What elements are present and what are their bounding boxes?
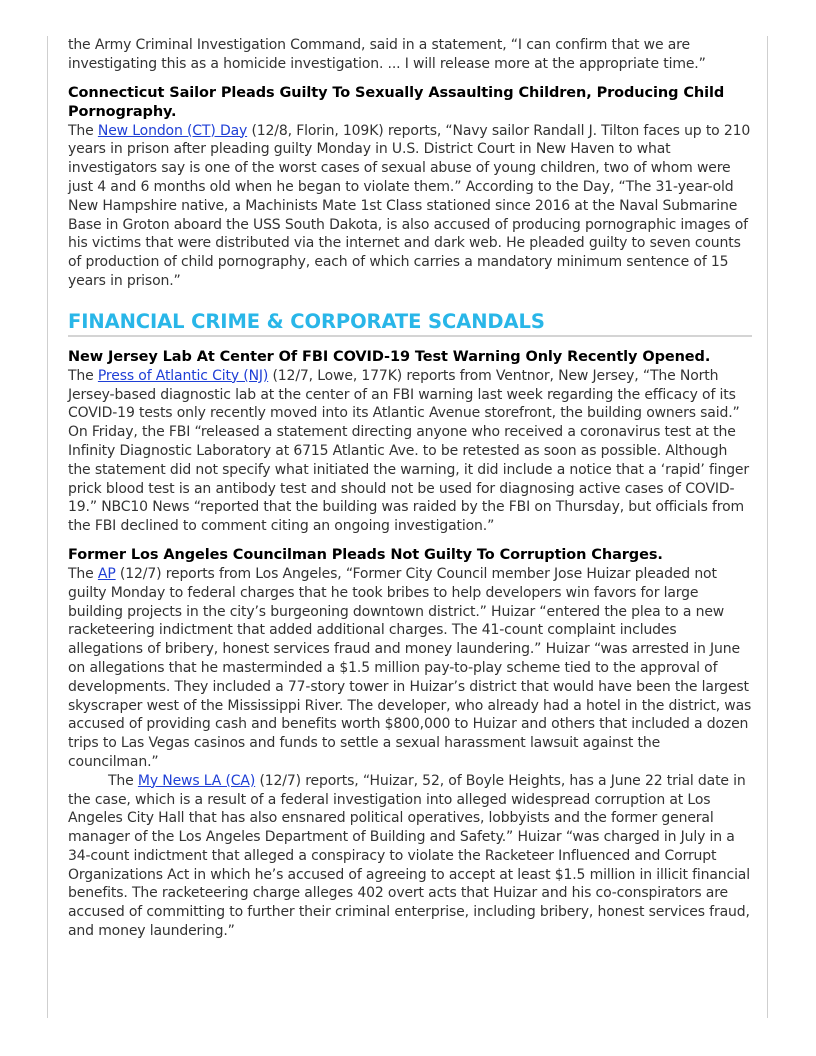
- body-text: (12/7) reports, “Huizar, 52, of Boyle Heights, has a June 22 trial date in the case, which is a result of a federal investigation into alleged widespread corruption at Los Angeles City Hall that has also ensnared political operatives, lobbyists and the former general manager of the Los Angeles Department of Building and Safety.” Huizar “was charged in July in a 34-count indictment that alleged a conspiracy to violate the Racketeer Influenced and Corrupt Organizations Act in which he’s accused of agreeing to accept at least $1.5 million in illicit financial benefits. The racketeering charge alleges 402 overt acts that Huizar and his co-conspirators are accused of committing to further their criminal enterprise, including bribery, honest services fraud, and money laundering.”: [68, 772, 750, 940]
- source-link-ap[interactable]: AP: [97, 565, 116, 582]
- article-headline-la-councilman: Former Los Angeles Councilman Pleads Not Guilty To Corruption Charges.: [68, 546, 663, 563]
- left-margin-rule: [47, 36, 48, 1018]
- right-margin-rule: [767, 36, 768, 1018]
- article-body-ct-sailor: [68, 122, 752, 291]
- body-lead-text: The: [68, 565, 98, 582]
- body-text: (12/7) reports from Los Angeles, “Former City Council member Jose Huizar pleaded not guilty Monday to federal charges that he took bribes to help developers win favors for large building projects in the city’s burgeoning downtown district.” Huizar “entered the plea to a new racketeering indictment that added additional charges. The 41-count complaint includes allegations of bribery, honest services fraud and money laundering.” Huizar “was arrested in June on allegations that he masterminded a $1.5 million pay-to-play scheme tied to the approval of developments. They included a 77-story tower in Huizar’s district that would have been the largest skyscraper west of the Mississippi River. The developer, who already had a hotel in the district, was accused of providing cash and benefits worth $800,000 to Huizar and others that included a dozen trips to Las Vegas casinos and funds to settle a sexual harassment lawsuit against the councilman.”: [68, 565, 752, 770]
- intro-paragraph: the Army Criminal Investigation Command, said in a statement, “I can confirm that we are investigating this as a homicide investigation. ... I will release more at the appropriate time.”: [68, 37, 706, 72]
- source-link-press-of-atlantic-city[interactable]: Press of Atlantic City (NJ): [97, 367, 269, 384]
- body-lead-text: The: [68, 122, 98, 139]
- article-headline-ct-sailor: Connecticut Sailor Pleads Guilty To Sexually Assaulting Children, Producing Child Pornography.: [68, 84, 725, 120]
- section-heading-financial-crime: FINANCIAL CRIME & CORPORATE SCANDALS: [68, 310, 752, 337]
- article-body-la-councilman: [68, 565, 752, 772]
- newsletter-content: [68, 36, 752, 941]
- article-body-nj-lab: [68, 367, 752, 536]
- body-lead-text: The: [68, 367, 98, 384]
- body-text: (12/8, Florin, 109K) reports, “Navy sailor Randall J. Tilton faces up to 210 years in prison after pleading guilty Monday in U.S. District Court in New Haven to what investigators say is one of the worst cases of sexual abuse of young children, two of whom were just 4 and 6 months old when he began to violate them.” According to the Day, “The 31-year-old New Hampshire native, a Machinists Mate 1st Class stationed since 2016 at the Naval Submarine Base in Groton aboard the USS South Dakota, is also accused of producing pornographic images of his victims that were distributed via the internet and dark web. He pleaded guilty to seven counts of production of child pornography, each of which carries a mandatory minimum sentence of 15 years in prison.”: [68, 122, 751, 289]
- article-body-la-councilman-continued: [68, 772, 752, 941]
- body-lead-text: The: [108, 772, 138, 789]
- source-link-new-london-day[interactable]: New London (CT) Day: [97, 122, 248, 139]
- article-headline-nj-lab: New Jersey Lab At Center Of FBI COVID-19 Test Warning Only Recently Opened.: [68, 348, 711, 365]
- source-link-my-news-la[interactable]: My News LA (CA): [137, 772, 256, 789]
- body-text: (12/7, Lowe, 177K) reports from Ventnor, New Jersey, “The North Jersey-based diagnostic lab at the center of an FBI warning last week regarding the efficacy of its COVID-19 tests only recently moved into its Atlantic Avenue storefront, the building owners said.” On Friday, the FBI “released a statement directing anyone who received a coronavirus test at the Infinity Diagnostic Laboratory at 6715 Atlantic Ave. to be retested as soon as possible. Although the statement did not specify what initiated the warning, it did include a notice that a ‘rapid’ finger prick blood test is an antibody test and should not be used for diagnosing active cases of COVID-19.” NBC10 News “reported that the building was raided by the FBI on Thursday, but officials from the FBI declined to comment citing an ongoing investigation.”: [68, 367, 750, 535]
